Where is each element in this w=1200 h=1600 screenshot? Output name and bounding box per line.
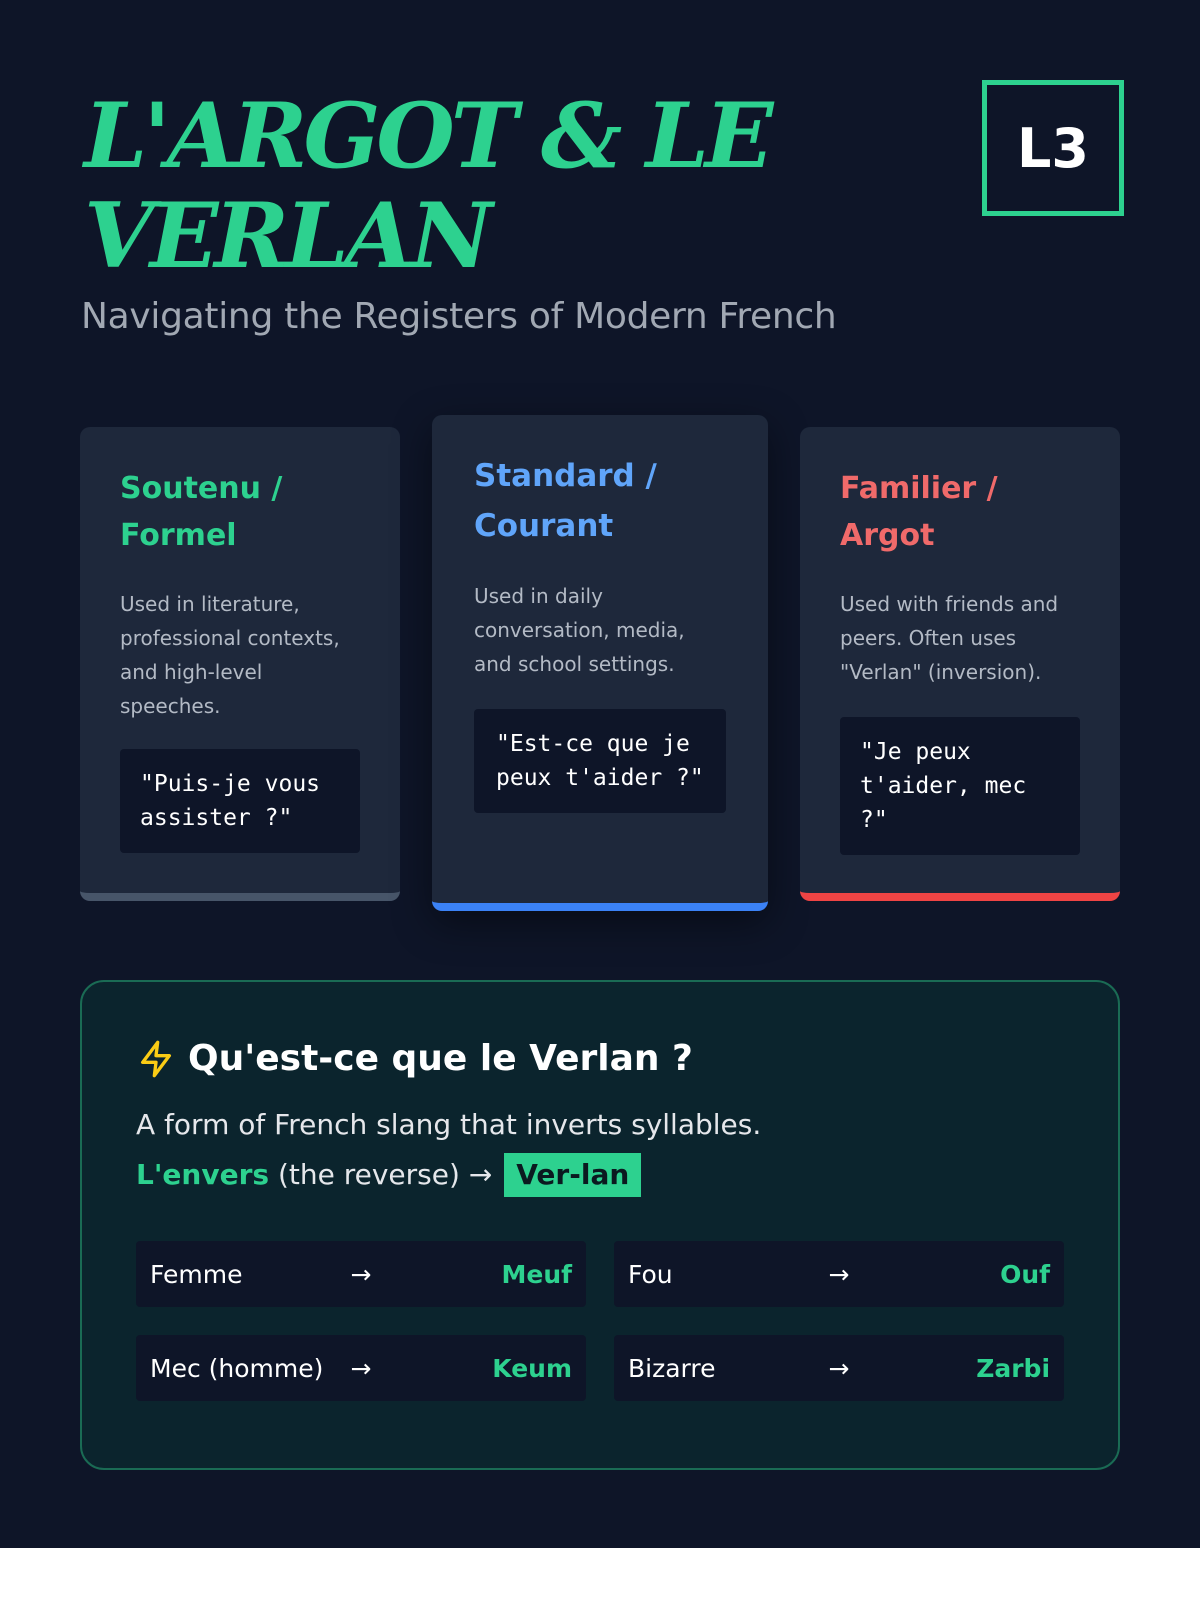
register-example: "Je peux t'aider, mec ?" bbox=[840, 717, 1080, 855]
pair-verlan: Keum bbox=[492, 1353, 573, 1383]
pair-arrow: → bbox=[350, 1259, 372, 1289]
pair-verlan: Meuf bbox=[501, 1259, 573, 1289]
register-description: Used in daily conversation, media, and school settings. bbox=[474, 584, 685, 676]
verlan-result-badge: Ver-lan bbox=[504, 1153, 641, 1197]
register-example: "Puis-je vous assister ?" bbox=[120, 749, 360, 853]
pair-arrow: → bbox=[828, 1353, 850, 1383]
level-badge: L3 bbox=[982, 80, 1124, 216]
verlan-example bbox=[136, 1153, 1064, 1197]
verlan-section bbox=[80, 980, 1120, 1470]
verlan-pairs bbox=[136, 1241, 1064, 1401]
register-description: Used in literature, professional contexts, and high-level speeches. bbox=[120, 592, 340, 718]
page-title: L'ARGOT & LE VERLAN bbox=[84, 83, 770, 289]
page-subtitle: Navigating the Registers of Modern French bbox=[81, 296, 837, 337]
verlan-pair bbox=[614, 1335, 1064, 1401]
register-title: Familier / Argot bbox=[840, 471, 998, 553]
register-card-familiar bbox=[800, 427, 1120, 901]
verlan-header bbox=[136, 1038, 1064, 1079]
pair-arrow: → bbox=[350, 1353, 372, 1383]
verlan-title: Qu'est-ce que le Verlan ? bbox=[188, 1038, 693, 1079]
verlan-pair bbox=[614, 1241, 1064, 1307]
register-card-standard bbox=[432, 415, 768, 911]
pair-word: Mec (homme) bbox=[150, 1353, 324, 1383]
register-title: Soutenu / Formel bbox=[120, 471, 283, 553]
register-description: Used with friends and peers. Often uses "Verlan" (inversion). bbox=[840, 592, 1059, 684]
pair-verlan: Ouf bbox=[1000, 1259, 1051, 1289]
lightning-bolt-icon bbox=[136, 1039, 176, 1079]
pair-verlan: Zarbi bbox=[976, 1353, 1051, 1383]
register-title: Standard / Courant bbox=[474, 458, 657, 544]
pair-word: Fou bbox=[628, 1259, 673, 1289]
origin-word: L'envers bbox=[136, 1158, 270, 1191]
origin-gloss: (the reverse) bbox=[269, 1158, 469, 1191]
verlan-pair bbox=[136, 1335, 586, 1401]
arrow: → bbox=[468, 1158, 493, 1191]
register-card-formal bbox=[80, 427, 400, 901]
verlan-pair bbox=[136, 1241, 586, 1307]
pair-word: Femme bbox=[150, 1259, 243, 1289]
pair-word: Bizarre bbox=[628, 1353, 716, 1383]
verlan-description: A form of French slang that inverts syllables. bbox=[136, 1108, 762, 1141]
register-example: "Est-ce que je peux t'aider ?" bbox=[474, 709, 726, 813]
pair-arrow: → bbox=[828, 1259, 850, 1289]
